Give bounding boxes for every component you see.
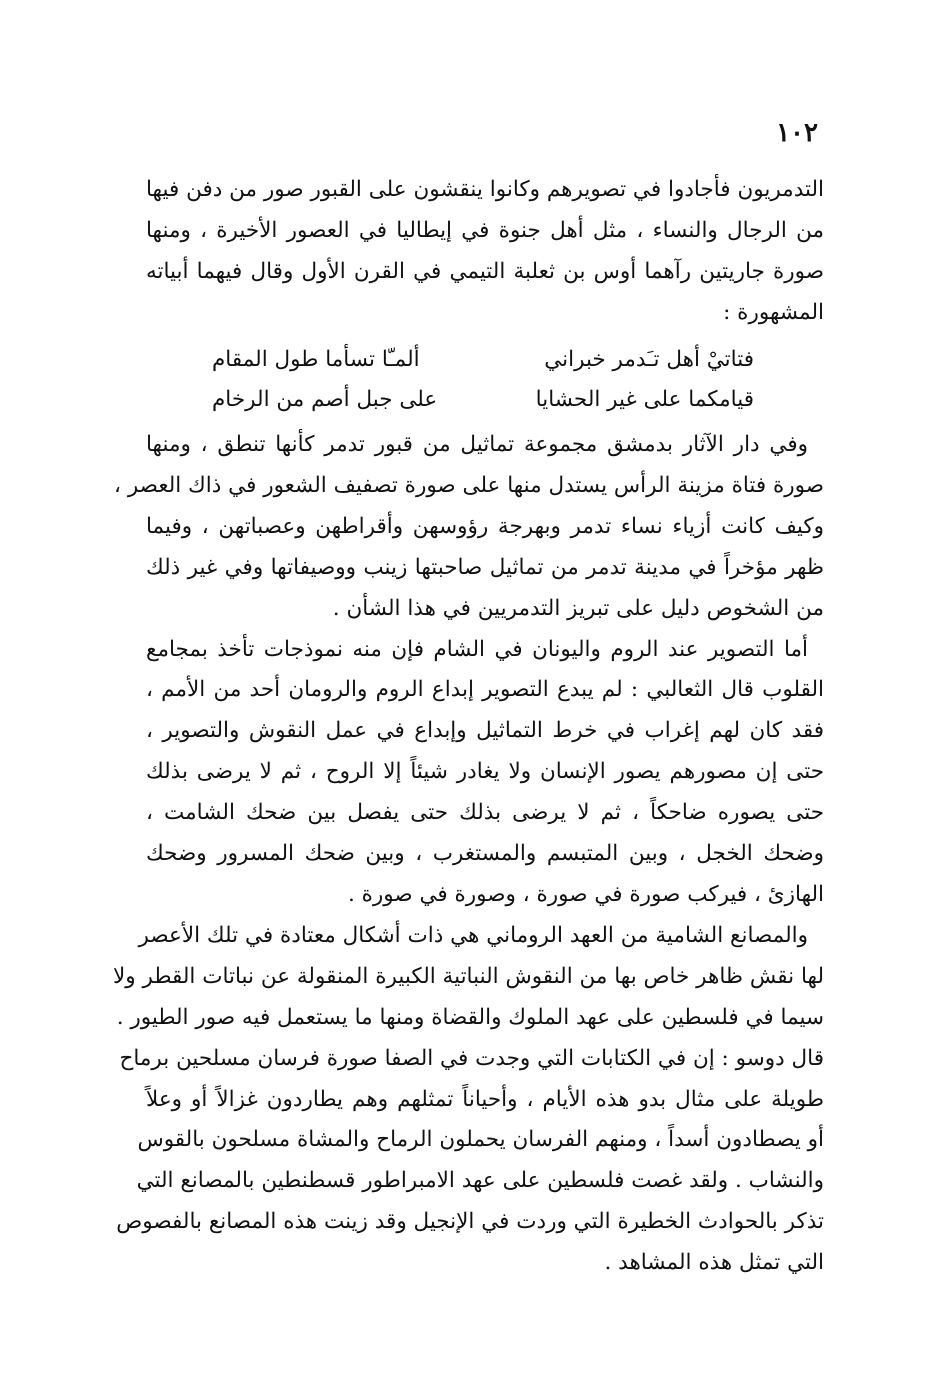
text-line: وفي دار الآثار بدمشق مجموعة تماثيل من قبور تدمر كأنها تنطق ، ومنها xyxy=(146,432,808,457)
text-line: حتى إن مصورهم يصور الإنسان ولا يغادر شيئاً إلا الروح ، ثم لا يرضى بذلك xyxy=(146,759,824,785)
poem-verses xyxy=(212,340,754,420)
text-line: أو يصطادون أسداً ، ومنهم الفرسان يحملون الرماح والمشاة مسلحون بالقوس xyxy=(137,1127,824,1153)
verse-first-hemistich: قيامكما على غير الحشايا xyxy=(535,387,754,412)
verse-second-hemistich: ألمـّا تسأما طول المقام xyxy=(212,347,420,372)
verse-second-hemistich: على جبل أصم من الرخام xyxy=(212,387,438,412)
text-line: الهازئ ، فيركب صورة في صورة ، وصورة في صورة . xyxy=(347,881,824,907)
text-line: صورة جاريتين رآهما أوس بن ثعلبة التيمي في القرن الأول وقال فيهما أبياته xyxy=(146,258,824,284)
text-line: القلوب قال الثعالبي : لم يبدع التصوير إبداع الروم والرومان أحد من الأمم ، xyxy=(146,677,824,703)
paragraph-damascus-museum xyxy=(114,425,824,630)
text-line: من الشخوص دليل على تبريز التدمريين في هذا الشأن . xyxy=(332,595,824,621)
text-line: والمصانع الشامية من العهد الروماني هي ذات أشكال معتادة في تلك الأعصر xyxy=(138,922,808,948)
text-line: أما التصوير عند الروم واليونان في الشام فإن منه نموذجات تأخذ بمجامع xyxy=(146,636,808,662)
text-line: فقد كان لهم إغراب في خرط التماثيل وإبداع في عمل النقوش والتصوير ، xyxy=(146,718,824,744)
paragraph-syrian-monuments xyxy=(113,916,824,1284)
text-line: المشهورة : xyxy=(723,299,824,325)
text-line: لها نقش ظاهر خاص بها من النقوش النباتية الكبيرة المنقولة عن نباتات القطر ولا xyxy=(113,963,824,989)
verse-line xyxy=(212,380,754,420)
text-line: وكيف كانت أزياء نساء تدمر وبهرجة رؤوسهن وأقراطهن وعصباتهن ، وفيما xyxy=(146,513,824,539)
page-number: ١٠٢ xyxy=(776,118,818,148)
verse-first-hemistich: فتاتيْ أهل تـَدمر خبراني xyxy=(544,347,754,372)
text-line: قال دوسو : إن في الكتابات التي وجدت في الصفا صورة فرسان مسلحين برماح xyxy=(119,1045,824,1071)
verse-line xyxy=(212,340,754,380)
text-line: سيما في فلسطين على عهد الملوك والقضاة ومنها ما يستعمل فيه صور الطيور . xyxy=(116,1004,824,1030)
text-line: ظهر مؤخراً في مدينة تدمر من تماثيل صاحبتها زينب ووصيفاتها وفي غير ذلك xyxy=(146,554,824,580)
text-line: حتى يصوره ضاحكاً ، ثم لا يرضى بذلك حتى يفصل بين ضحك الشامت ، xyxy=(146,800,824,826)
text-line: وضحك الخجل ، وبين المتبسم والمستغرب ، وبين ضحك المسرور وضحك xyxy=(146,841,824,867)
text-line: صورة فتاة مزينة الرأس يستدل منها على صورة تصفيف الشعور في ذاك العصر ، xyxy=(114,472,824,498)
text-line: من الرجال والنساء ، مثل أهل جنوة في إيطاليا في العصور الأخيرة ، ومنها xyxy=(146,217,824,243)
text-line: التدمريون فأجادوا في تصويرهم وكانوا ينقشون على القبور صور من دفن فيها xyxy=(146,177,824,202)
paragraph-roman-painting xyxy=(146,630,824,916)
text-line: التي تمثل هذه المشاهد . xyxy=(604,1250,824,1276)
paragraph-tadmur-carvings xyxy=(146,170,824,334)
text-line: طويلة على مثال بدو هذه الأيام ، وأحياناً تمثلهم وهم يطاردون غزالاً أو وعلاً xyxy=(146,1086,824,1112)
body-text xyxy=(113,425,824,1284)
text-line: والنشاب . ولقد غصت فلسطين على عهد الامبراطور قسطنطين بالمصانع التي xyxy=(136,1168,824,1194)
text-line: تذكر بالحوادث الخطيرة التي وردت في الإنجيل وقد زينت هذه المصانع بالفصوص xyxy=(116,1209,824,1235)
